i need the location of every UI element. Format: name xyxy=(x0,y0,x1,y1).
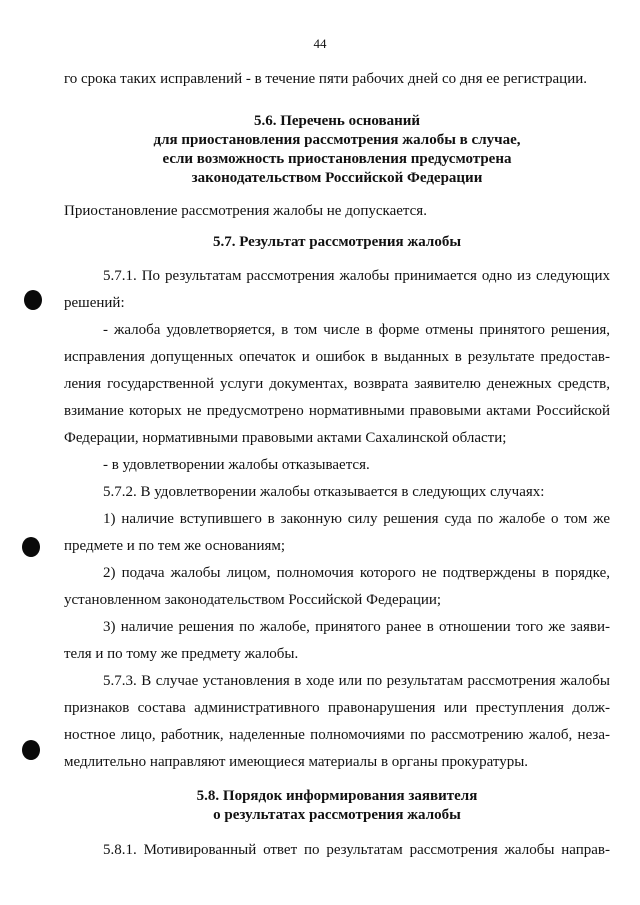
punch-hole-mark xyxy=(22,740,40,760)
text-line: ностное лицо, работник, наделенные полномочиями по рассмотрению жалоб, неза- xyxy=(64,727,610,743)
heading-line: если возможность приостановления предусмотрена xyxy=(162,151,512,167)
text-line: взимание которых не предусмотрено нормативными правовыми актами Российской xyxy=(64,403,610,419)
heading-line: 5.8. Порядок информирования заявителя xyxy=(196,788,478,804)
text-line: го срока таких исправлений - в течение пяти рабочих дней со дня ее регистрации. xyxy=(64,71,588,87)
heading-line: для приостановления рассмотрения жалобы в случае, xyxy=(153,132,521,148)
text-line: 3) наличие решения по жалобе, принятого ранее в отношении того же заяви- xyxy=(103,619,610,635)
text-line: ления государственной услуги документах, возврата заявителю денежных средств, xyxy=(64,376,610,392)
heading-line: 5.7. Результат рассмотрения жалобы xyxy=(212,234,462,250)
section-5-8-body xyxy=(64,837,610,864)
punch-hole-mark xyxy=(24,290,42,310)
text-line: 5.7.1. По результатам рассмотрения жалобы принимается одно из следующих xyxy=(103,268,610,284)
text-line: - жалоба удовлетворяется, в том числе в форме отмены принятого решения, xyxy=(103,322,610,338)
text-line: 5.7.3. В случае установления в ходе или по результатам рассмотрения жалобы xyxy=(103,673,610,689)
text-line: медлительно направляют имеющиеся материалы в органы прокуратуры. xyxy=(64,754,529,770)
text-line: теля и по тому же предмету жалобы. xyxy=(64,646,299,662)
text-line: исправления допущенных опечаток и ошибок в выданных в результате предостав- xyxy=(64,349,610,365)
text-line: 2) подача жалобы лицом, полномочия которого не подтверждены в порядке, xyxy=(103,565,610,581)
section-heading-5-8 xyxy=(64,787,610,825)
text-line: предмете и по тем же основаниям; xyxy=(64,538,286,554)
text-line: 5.7.2. В удовлетворении жалобы отказывается в следующих случаях: xyxy=(103,484,545,500)
section-5-7-body xyxy=(64,263,610,776)
text-line: решений: xyxy=(64,295,125,311)
text-line: Приостановление рассмотрения жалобы не допускается. xyxy=(64,203,427,219)
text-line: - в удовлетворении жалобы отказывается. xyxy=(103,457,370,473)
text-line: 5.8.1. Мотивированный ответ по результатам рассмотрения жалобы направ- xyxy=(103,842,610,858)
page-number: 44 xyxy=(313,36,327,51)
section-heading-5-6 xyxy=(64,112,610,188)
text-line: установленном законодательством Российской Федерации; xyxy=(64,592,442,608)
text-line: 1) наличие вступившего в законную силу решения суда по жалобе о том же xyxy=(103,511,610,527)
section-heading-5-7 xyxy=(64,233,610,252)
heading-line: законодательством Российской Федерации xyxy=(191,170,483,186)
text-line: признаков состава административного правонарушения или преступления долж- xyxy=(64,700,610,716)
heading-line: 5.6. Перечень оснований xyxy=(253,113,421,129)
paragraph-carryover xyxy=(64,66,610,93)
text-line: Федерации, нормативными правовыми актами Сахалинской области; xyxy=(64,430,507,446)
paragraph-no-suspension xyxy=(64,198,610,225)
heading-line: о результатах рассмотрения жалобы xyxy=(213,807,461,823)
punch-hole-mark xyxy=(22,537,40,557)
